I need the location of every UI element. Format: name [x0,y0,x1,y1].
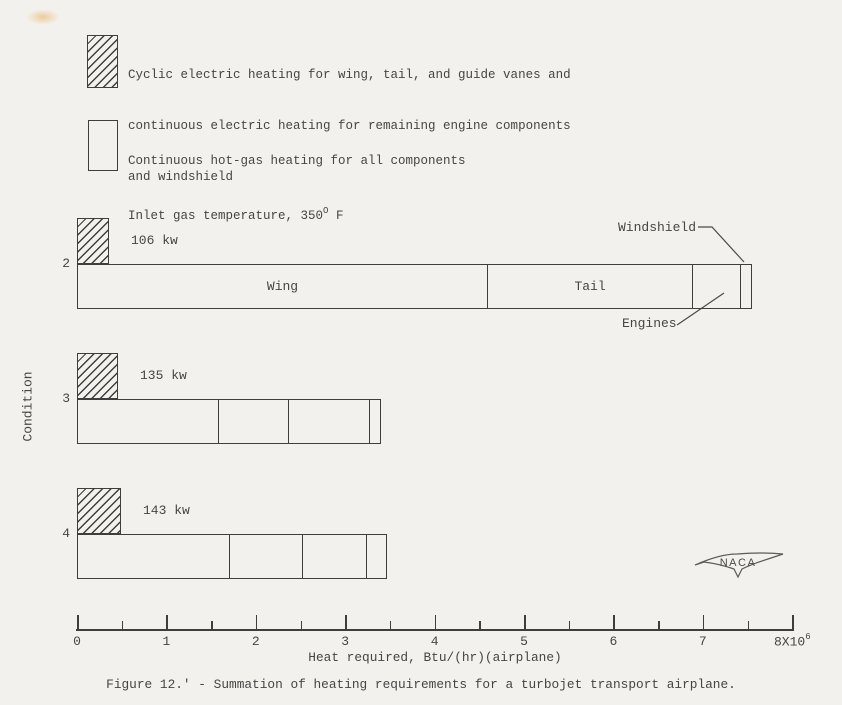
segment-windshield-condition-4 [367,535,387,578]
hot-gas-bar-condition-3 [77,399,381,444]
condition-tick-label-3: 3 [62,391,70,406]
y-axis-title: Condition [20,371,36,442]
x-axis-tick [166,615,168,630]
x-axis-tick-label-5: 5 [520,634,528,649]
legend-hotgas-line2-sup: O [323,206,329,216]
x-axis-tick-label-3: 3 [341,634,350,649]
segment-windshield-condition-2 [741,265,751,308]
legend-hotgas-line2-post: F [328,209,344,224]
x-axis-tick [524,615,526,630]
x-axis-tick [569,621,571,630]
figure-caption: Figure 12.' - Summation of heating requirements for a turbojet transport airplane. [106,677,736,692]
x-axis-tick [658,621,660,630]
legend-electric-line-1: Cyclic electric heating for wing, tail, and guide vanes and [128,68,571,82]
legend-hotgas-open-swatch [88,120,118,171]
legend-hotgas-line-2 [128,204,466,225]
segment-engines-condition-3 [289,400,370,443]
hot-gas-bar-condition-2 [77,264,752,309]
x-axis-tick [122,621,124,630]
electric-kw-label-condition-4: 143 kw [143,503,190,518]
hot-gas-bar-condition-4 [77,534,387,579]
naca-wings-icon [695,553,783,577]
segment-engines-condition-2 [693,265,741,308]
engines-annotation-label: Engines [622,316,677,331]
legend-electric-hatch-swatch [87,35,118,88]
naca-logo [695,553,783,577]
x-axis-tick [77,615,79,630]
legend-electric-line-3: and windshield [128,170,234,184]
segment-tail-condition-3 [219,400,289,443]
segment-wing-condition-3 [78,400,219,443]
segment-inside-label: Wing [266,279,299,294]
segment-engines-condition-4 [303,535,367,578]
legend-electric-line-2: continuous electric heating for remaining engine components [128,119,571,133]
condition-tick-label-2: 2 [62,256,70,271]
segment-inside-label: Tail [574,279,606,294]
legend-hotgas-line2-pre: Inlet gas temperature, 350 [128,209,324,224]
windshield-leader-line [698,227,744,262]
windshield-annotation-label: Windshield [618,220,697,235]
naca-logo-text: NACA [719,557,757,569]
segment-wing-condition-2 [78,265,488,308]
scan-smudge [26,9,60,25]
x-axis-tick-label-4: 4 [430,634,439,649]
electric-heating-bar-condition-2 [77,218,109,264]
x-axis-tick [256,615,258,630]
x-axis-tick [748,621,750,630]
electric-heating-bar-condition-3 [77,353,118,399]
x-axis-tick [390,621,392,630]
x-axis-tick-label-1: 1 [162,634,171,649]
segment-windshield-condition-3 [370,400,380,443]
x-axis-title: Heat required, Btu/(hr)(airplane) [308,650,562,665]
x-axis-tick [345,615,347,630]
x-axis-tick-label-2: 2 [251,634,260,649]
electric-kw-label-condition-2: 106 kw [131,233,178,248]
electric-heating-bar-condition-4 [77,488,121,534]
x-axis-tick-label-7: 7 [698,634,707,649]
x-axis-tick [703,615,705,630]
x-axis-tick [792,615,794,630]
condition-tick-label-4: 4 [62,526,70,541]
x-axis-tick [435,615,437,630]
x-axis-tick [479,621,481,630]
x-axis-tick [613,615,615,630]
electric-kw-label-condition-3: 135 kw [140,368,187,383]
segment-tail-condition-4 [230,535,303,578]
x-axis-end-label-sup: 6 [805,632,811,642]
legend-hotgas-line-1: Continuous hot-gas heating for all components [128,154,466,168]
segment-tail-condition-2 [488,265,693,308]
x-axis-tick-label-0: 0 [73,634,81,649]
segment-wing-condition-4 [78,535,230,578]
x-axis-end-label-base: 8X10 [774,634,806,650]
x-axis-tick [211,621,213,630]
x-axis-tick [301,621,303,630]
x-axis-end-label [774,633,811,649]
legend-hotgas-text [128,119,466,259]
x-axis-tick-label-6: 6 [609,634,618,649]
